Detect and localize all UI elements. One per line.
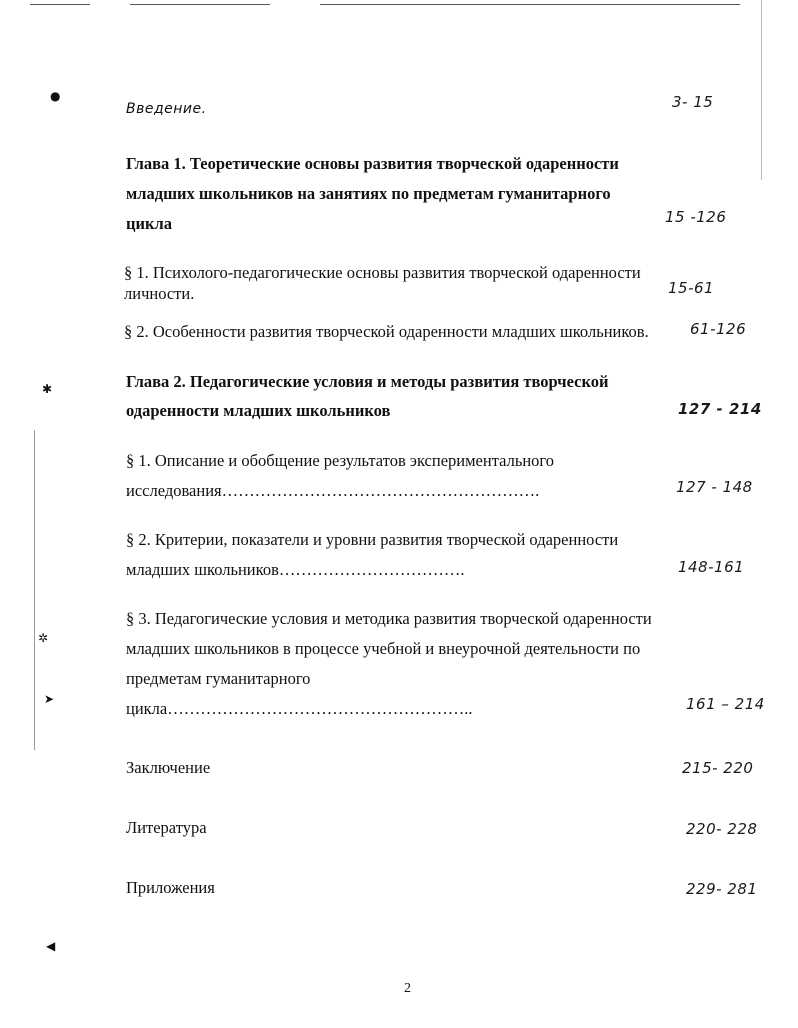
toc-intro-label: Введение.	[126, 101, 207, 117]
toc-section-title: § 2. Критерии, показатели и уровни развития творческой одаренности	[126, 530, 619, 549]
toc-chapter1-pages: 15 -126	[665, 208, 727, 226]
toc-section-title: предметам гуманитарного	[126, 669, 311, 688]
page-number: 2	[404, 981, 411, 996]
binder-hole-mark: ✲	[38, 631, 49, 645]
scan-edge-line	[761, 0, 762, 180]
toc-appendices-pages: 229- 281	[686, 880, 758, 898]
toc-section-pages: 15-61	[668, 279, 715, 297]
toc-conclusion-pages: 215- 220	[682, 759, 754, 777]
toc-chapter2-pages: 127 - 214	[678, 400, 762, 418]
binder-hole-mark: ➤	[44, 692, 55, 706]
toc-appendices-label: Приложения	[126, 878, 215, 897]
toc-chapter1-title: цикла	[126, 214, 173, 233]
toc-literature-pages: 220- 228	[686, 820, 758, 838]
toc-section-pages: 127 - 148	[676, 478, 753, 496]
binder-hole-mark: ◀	[46, 939, 56, 953]
toc-section-pages: 148-161	[678, 558, 745, 576]
binder-hole-mark: ●	[50, 89, 61, 103]
toc-section-pages: 161 – 214	[686, 695, 765, 713]
toc-section-title: личности.	[124, 284, 195, 303]
toc-chapter2-title: Глава 2. Педагогические условия и методы развития творческой	[126, 372, 609, 391]
toc-chapter2-title: одаренности младших школьников	[126, 401, 391, 420]
toc-section-pages: 61-126	[690, 320, 747, 338]
toc-section-title: § 1. Психолого-педагогические основы развития творческой одаренности	[124, 263, 641, 282]
toc-section-title: цикла………………………………………………..	[126, 699, 473, 718]
toc-section-title: младших школьников…………………………….	[126, 560, 465, 579]
toc-conclusion-label: Заключение	[126, 758, 211, 777]
scan-edge-line	[130, 4, 270, 5]
binder-hole-mark: ✱	[42, 382, 53, 396]
toc-chapter1-title: младших школьников на занятиях по предметам гуманитарного	[126, 184, 611, 203]
scan-edge-line	[320, 4, 740, 5]
toc-literature-label: Литература	[126, 818, 207, 837]
toc-section-title: § 3. Педагогические условия и методика развития творческой одаренности	[126, 609, 652, 628]
scan-edge-line	[34, 430, 35, 750]
toc-intro-pages: 3- 15	[672, 93, 714, 111]
toc-section-title: младших школьников в процессе учебной и внеурочной деятельности по	[126, 639, 641, 658]
toc-section-title: исследования………………………………………………….	[126, 481, 540, 500]
toc-section-title: § 1. Описание и обобщение результатов экспериментального	[126, 451, 555, 470]
toc-chapter1-title: Глава 1. Теоретические основы развития творческой одаренности	[126, 154, 619, 173]
toc-section-title: § 2. Особенности развития творческой одаренности младших школьников.	[124, 322, 649, 341]
scan-edge-line	[30, 4, 90, 5]
